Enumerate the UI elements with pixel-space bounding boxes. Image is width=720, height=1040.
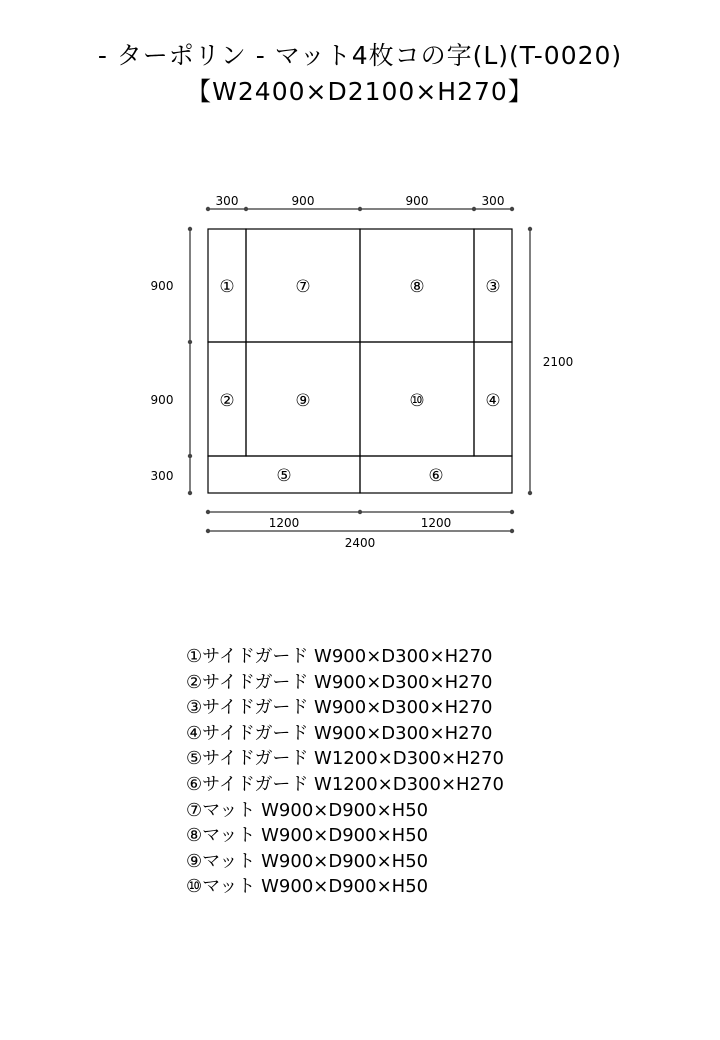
part-label-8: ⑧ xyxy=(409,277,425,297)
legend-item: ⑨マット W900×D900×H50 xyxy=(186,850,429,872)
part-label-7: ⑦ xyxy=(295,277,311,297)
dim-top-4: 300 xyxy=(481,194,505,208)
top-dimension-line xyxy=(206,207,514,211)
total-width-dimension-line xyxy=(206,529,514,533)
part-label-6: ⑥ xyxy=(428,466,444,486)
legend-item: ②サイドガード W900×D300×H270 xyxy=(186,671,493,693)
left-dimension-line xyxy=(188,227,192,495)
dim-top-1: 300 xyxy=(215,194,239,208)
part-label-10: ⑩ xyxy=(409,391,425,411)
part-label-2: ② xyxy=(219,391,235,411)
dim-right-total: 2100 xyxy=(542,355,574,369)
dim-top-3: 900 xyxy=(405,194,429,208)
dim-bottom-2: 1200 xyxy=(420,516,452,530)
legend-item: ③サイドガード W900×D300×H270 xyxy=(186,697,493,719)
legend-item: ⑧マット W900×D900×H50 xyxy=(186,825,429,847)
part-label-1: ① xyxy=(219,277,235,297)
legend-item: ①サイドガード W900×D300×H270 xyxy=(186,646,493,667)
drawing-title: - ターポリン - マット4枚コの字(L)(T-0020) xyxy=(97,41,623,70)
right-dimension-line xyxy=(528,227,532,495)
legend-item: ⑤サイドガード W1200×D300×H270 xyxy=(186,748,504,770)
parts-legend xyxy=(186,644,504,900)
dim-left-1: 900 xyxy=(150,279,174,293)
part-label-5: ⑤ xyxy=(276,466,292,486)
bottom-dimension-line xyxy=(206,510,514,514)
layout-outline xyxy=(208,229,512,493)
dim-left-3: 300 xyxy=(150,469,174,483)
part-label-9: ⑨ xyxy=(295,391,311,411)
legend-item: ⑩マット W900×D900×H50 xyxy=(186,876,429,898)
drawing-size: 【W2400×D2100×H270】 xyxy=(186,77,534,106)
dim-total-width: 2400 xyxy=(344,536,376,550)
legend-item: ⑥サイドガード W1200×D300×H270 xyxy=(186,773,504,795)
dim-bottom-1: 1200 xyxy=(268,516,300,530)
part-label-3: ③ xyxy=(485,277,501,297)
part-label-4: ④ xyxy=(485,391,501,411)
legend-item: ⑦マット W900×D900×H50 xyxy=(186,799,429,821)
dim-left-2: 900 xyxy=(150,393,174,407)
legend-item: ④サイドガード W900×D300×H270 xyxy=(186,722,493,744)
dim-top-2: 900 xyxy=(291,194,315,208)
